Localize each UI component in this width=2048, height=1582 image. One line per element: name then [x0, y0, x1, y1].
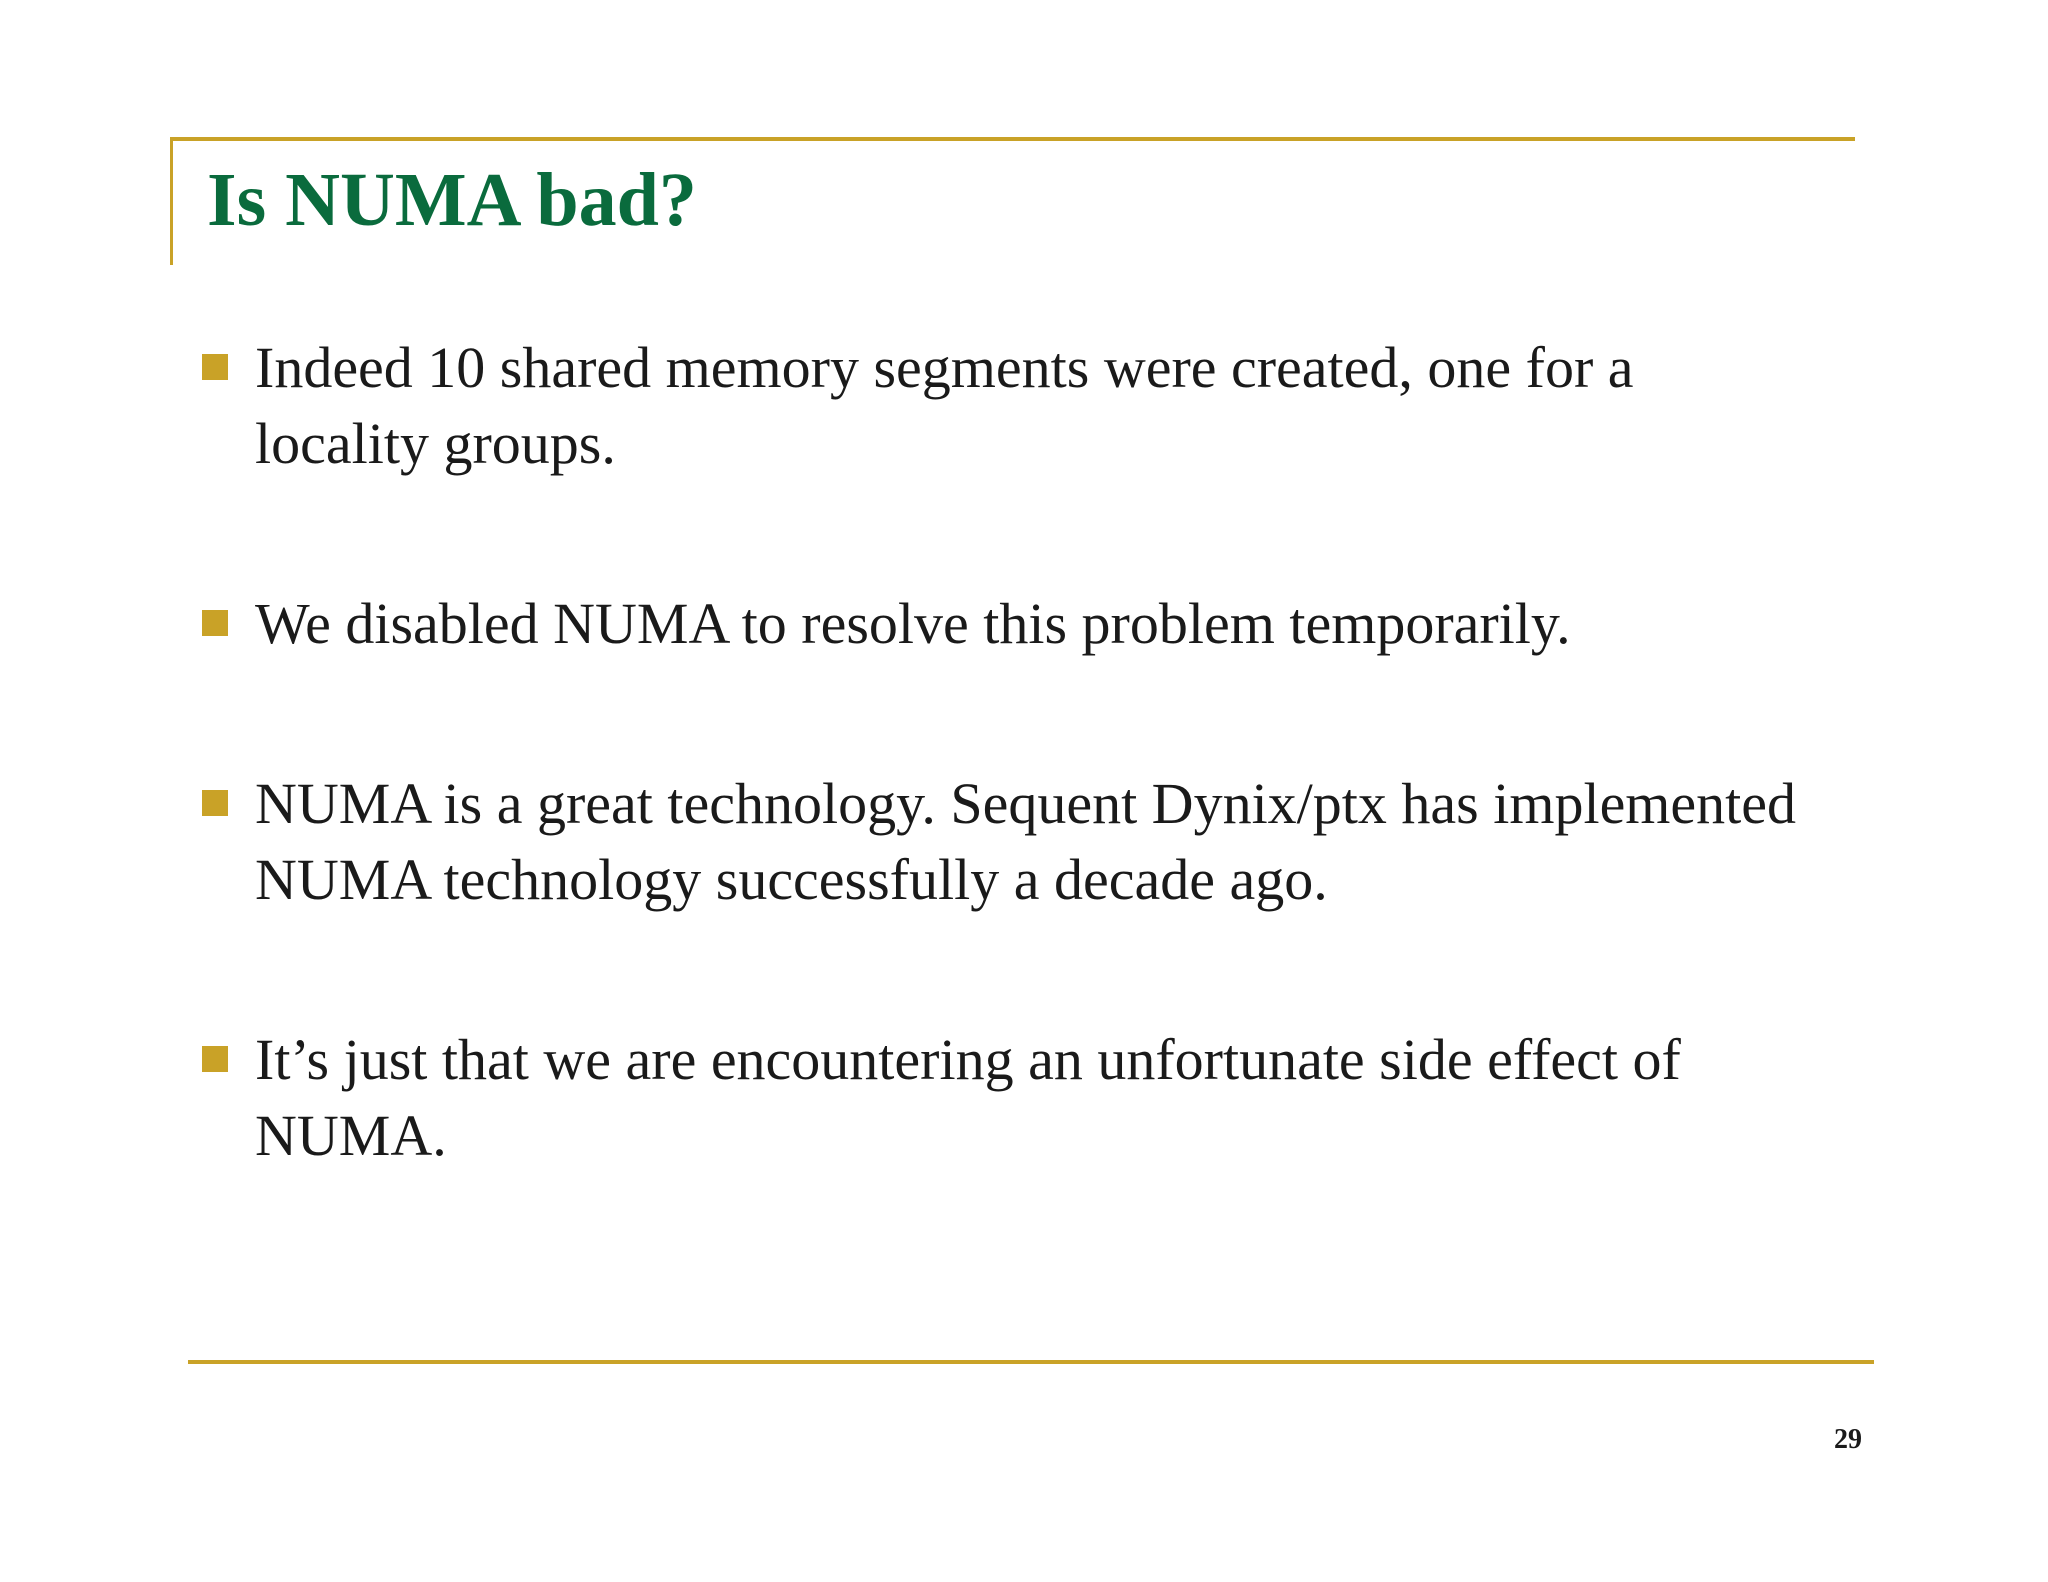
bullet-item [198, 330, 1818, 482]
bullet-text: It’s just that we are encountering an unfortunate side effect of NUMA. [255, 1027, 1681, 1168]
square-bullet-icon [202, 354, 228, 380]
square-bullet-icon [202, 610, 228, 636]
footer-rule [188, 1360, 1874, 1364]
square-bullet-icon [202, 1046, 228, 1072]
bullet-text: NUMA is a great technology. Sequent Dynix/ptx has implemented NUMA technology successfully a decade ago. [255, 771, 1797, 912]
bullet-item [198, 1022, 1818, 1174]
bullet-list [198, 330, 1818, 1174]
bullet-item [198, 586, 1818, 662]
square-bullet-icon [202, 790, 228, 816]
title-rule-left [170, 137, 173, 265]
bullet-text: We disabled NUMA to resolve this problem temporarily. [255, 591, 1571, 656]
bullet-text: Indeed 10 shared memory segments were created, one for a locality groups. [255, 335, 1634, 476]
bullet-item [198, 766, 1818, 918]
page-number: 29 [1834, 1424, 1862, 1455]
slide-title: Is NUMA bad? [207, 158, 697, 242]
title-rule-top [170, 137, 1855, 141]
